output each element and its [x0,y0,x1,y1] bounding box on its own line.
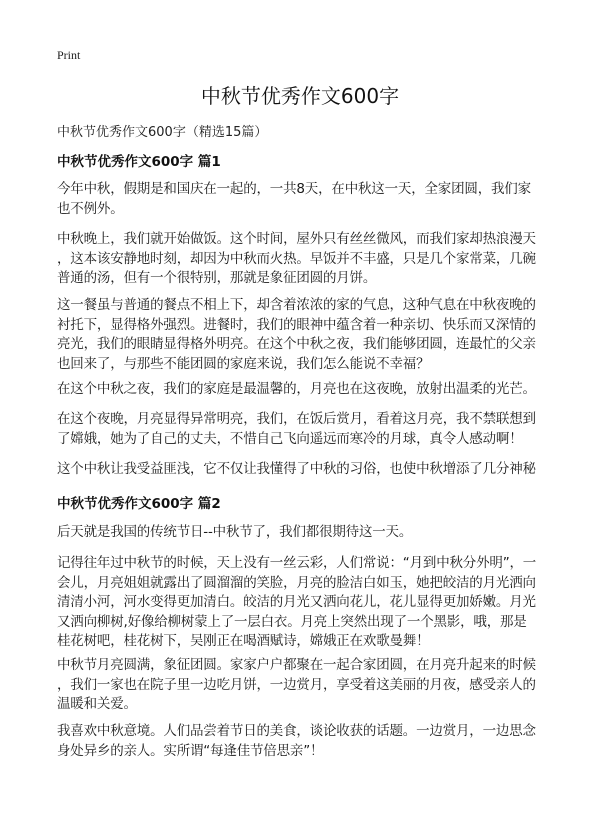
paragraph-line: 清清小河，河水变得更加清白。皎洁的月光又洒向花儿，花儿显得更加娇嫩。月光 [57,594,536,610]
paragraph-line: 又洒向柳树,好像给柳树蒙上了一层白衣。月亮上突然出现了一个黑影，哦，那是 [57,613,527,630]
paragraph-line: 也不例外。 [57,200,124,217]
paragraph-line: 今年中秋，假期是和国庆在一起的，一共8天，在中秋这一天，全家团圆，我们家 [57,181,531,197]
paragraph-line: 会儿，月亮姐姐就露出了圆溜溜的笑脸，月亮的脸洁白如玉，她把皎洁的月光洒向 [57,574,536,591]
paragraph [57,410,547,449]
paragraph [57,460,547,480]
paragraph [57,380,547,400]
paragraph [57,296,547,374]
section-heading-1: 中秋节优秀作文600字 篇1 [57,154,221,170]
paragraph-line: 中秋晚上，我们就开始做饭。这个时间，屋外只有丝丝微风，而我们家却热浪漫天 [57,231,536,247]
paragraph [57,656,547,715]
paragraph-line: ，我们一家也在院子里一边吃月饼，一边赏月，享受着这美丽的月夜，感受亲人的 [57,676,536,693]
paragraph-line: ，这本该安静地时刻，却因为中秋而火热。早饭并不丰盛，只是几个家常菜，几碗 [57,250,536,267]
paragraph-line: 这个中秋让我受益匪浅，它不仅让我懂得了中秋的习俗，也使中秋增添了几分神秘 [57,461,536,477]
paragraph-line: 也回来了，与那些不能团圆的家庭来说，我们怎么能说不幸福？ [57,355,430,372]
paragraph-line: 桂花树吧，桂花树下，吴刚正在喝酒赋诗，嫦娥正在欢歌曼舞！ [57,633,430,649]
paragraph-line: 这一餐虽与普通的餐点不相上下，却含着浓浓的家的气息，这种气息在中秋夜晚的 [57,297,536,313]
paragraph-line: 我喜欢中秋意境。人们品尝着节日的美食，谈论收获的话题。一边赏月，一边思念 [57,723,536,739]
paragraph-line: 中秋节月亮圆满，象征团圆。家家户户都聚在一起合家团圆，在月亮升起来的时候 [57,657,536,673]
paragraph [57,722,547,761]
paragraph-line: 亮光，我们的眼睛显得格外明亮。在这个中秋之夜，我们能够团圆，连最忙的父亲 [57,336,536,352]
paragraph-line: 后天就是我国的传统节日--中秋节了，我们都很期待这一天。 [57,524,413,540]
document-subtitle: 中秋节优秀作文600字（精选15篇） [57,125,268,140]
paragraph [57,523,547,543]
paragraph-line: 普通的汤，但有一个很特别，那就是象征团圆的月饼。 [57,270,377,286]
paragraph-line: 温暖和关爱。 [57,696,137,712]
section-heading-2: 中秋节优秀作文600字 篇2 [57,496,221,512]
paragraph-line: 记得往年过中秋节的时候，天上没有一丝云彩，人们常说：“月到中秋分外明”，一 [57,555,537,571]
paragraph-line: 了嫦娥，她为了自己的丈夫，不惜自己飞向遥远而寒冷的月球，真令人感动啊！ [57,430,523,447]
paragraph-line: 在这个中秋之夜，我们的家庭是最温馨的，月亮也在这夜晚，放射出温柔的光芒。 [57,381,536,397]
paragraph [57,180,547,219]
paragraph-line: 身处异乡的亲人。实所谓“每逢佳节倍思亲”！ [57,742,324,759]
paragraph [57,554,547,652]
paragraph-line: 在这个夜晚，月亮显得异常明亮，我们，在饭后赏月，看着这月亮，我不禁联想到 [57,411,536,427]
document-title: 中秋节优秀作文600字 [200,84,400,108]
print-link[interactable]: Print [57,48,81,62]
paragraph [57,230,547,289]
paragraph-line: 衬托下，显得格外强烈。进餐时，我们的眼神中蕴含着一种亲切、快乐而又深情的 [57,316,536,333]
